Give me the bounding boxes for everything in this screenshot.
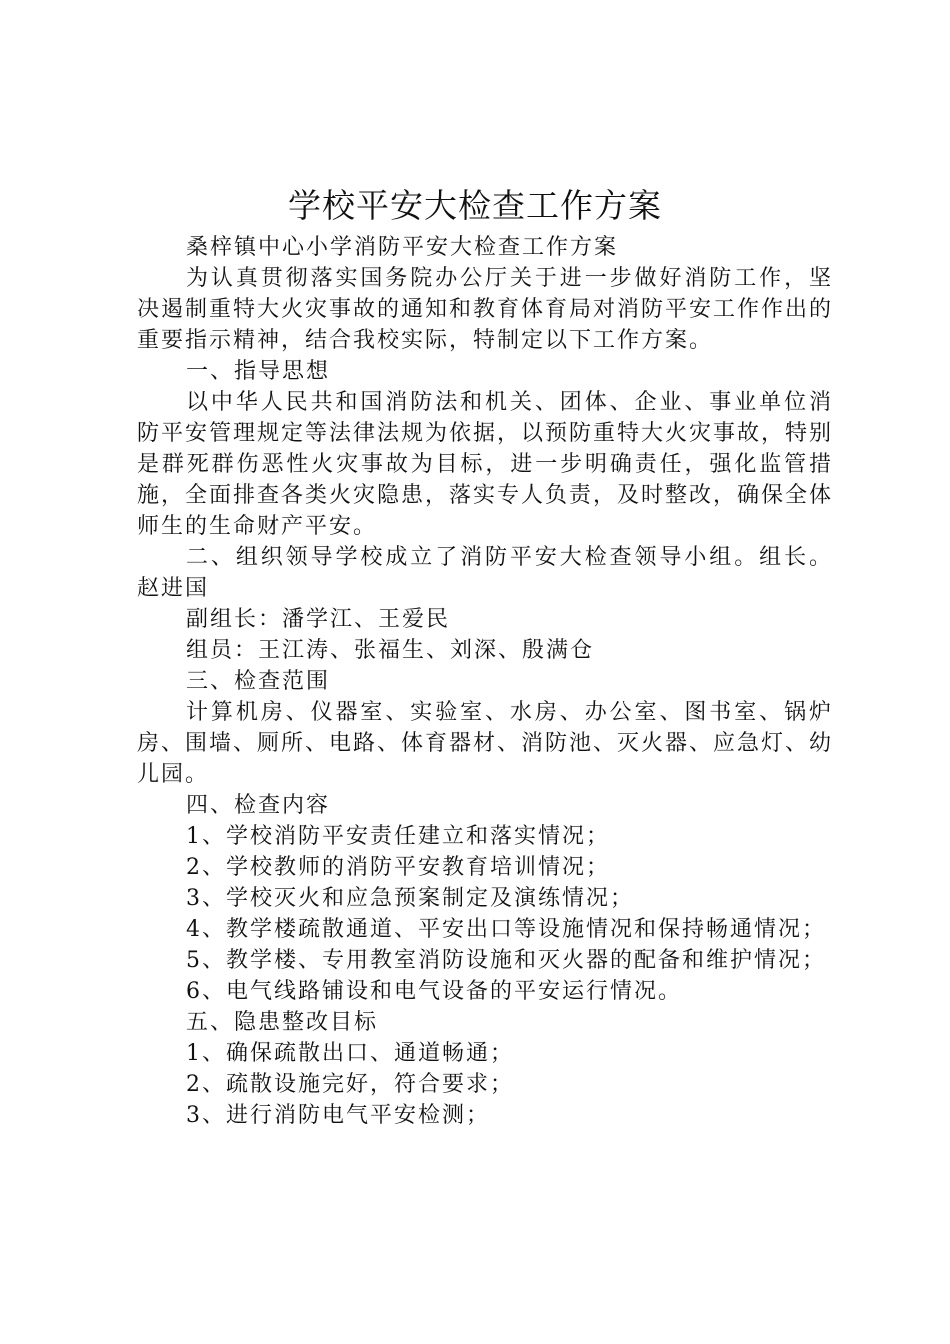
paragraph-organization: 二、组织领导学校成立了消防平安大检查领导小组。组长。赵进国 <box>137 545 833 601</box>
list-item: 1、学校消防平安责任建立和落实情况； <box>186 824 610 849</box>
list-item: 5、教学楼、专用教室消防设施和灭火器的配备和维护情况； <box>186 948 826 973</box>
paragraph-inspection-scope: 计算机房、仪器室、实验室、水房、办公室、图书室、锅炉房、围墙、厕所、电路、体育器材、消防池、灭火器、应急灯、幼儿园。 <box>137 700 834 787</box>
heading-guiding-ideology: 一、指导思想 <box>186 359 331 384</box>
list-item: 4、教学楼疏散通道、平安出口等设施情况和保持畅通情况； <box>186 917 826 942</box>
list-item: 1、确保疏散出口、通道畅通； <box>186 1041 514 1066</box>
list-item: 2、学校教师的消防平安教育培训情况； <box>186 855 610 880</box>
paragraph-deputy-leaders: 副组长：潘学江、王爱民 <box>186 607 451 632</box>
list-item: 3、进行消防电气平安检测； <box>186 1103 490 1128</box>
heading-inspection-content: 四、检查内容 <box>186 793 331 818</box>
list-item: 2、疏散设施完好，符合要求； <box>186 1072 514 1097</box>
paragraph-intro: 为认真贯彻落实国务院办公厅关于进一步做好消防工作，坚决遏制重特大火灾事故的通知和教育体育局对消防平安工作作出的重要指示精神，结合我校实际，特制定以下工作方案。 <box>137 266 834 353</box>
heading-inspection-scope: 三、检查范围 <box>186 669 331 694</box>
paragraph-guiding-ideology: 以中华人民共和国消防法和机关、团体、企业、事业单位消防平安管理规定等法律法规为依据，以预防重特大火灾事故，特别是群死群伤恶性火灾事故为目标，进一步明确责任，强化监管措施，全面排查各类火灾隐患，落实专人负责，及时整改，确保全体师生的生命财产平安。 <box>137 390 834 539</box>
list-item: 6、电气线路铺设和电气设备的平安运行情况。 <box>186 979 682 1004</box>
paragraph-members: 组员：王江涛、张福生、刘深、殷满仓 <box>186 638 595 663</box>
paragraph-subtitle: 桑梓镇中心小学消防平安大检查工作方案 <box>186 235 619 260</box>
heading-rectification-goals: 五、隐患整改目标 <box>186 1010 379 1035</box>
list-item: 3、学校灭火和应急预案制定及演练情况； <box>186 886 634 911</box>
document-body <box>137 232 833 1131</box>
document-title: 学校平安大检查工作方案 <box>288 186 662 225</box>
